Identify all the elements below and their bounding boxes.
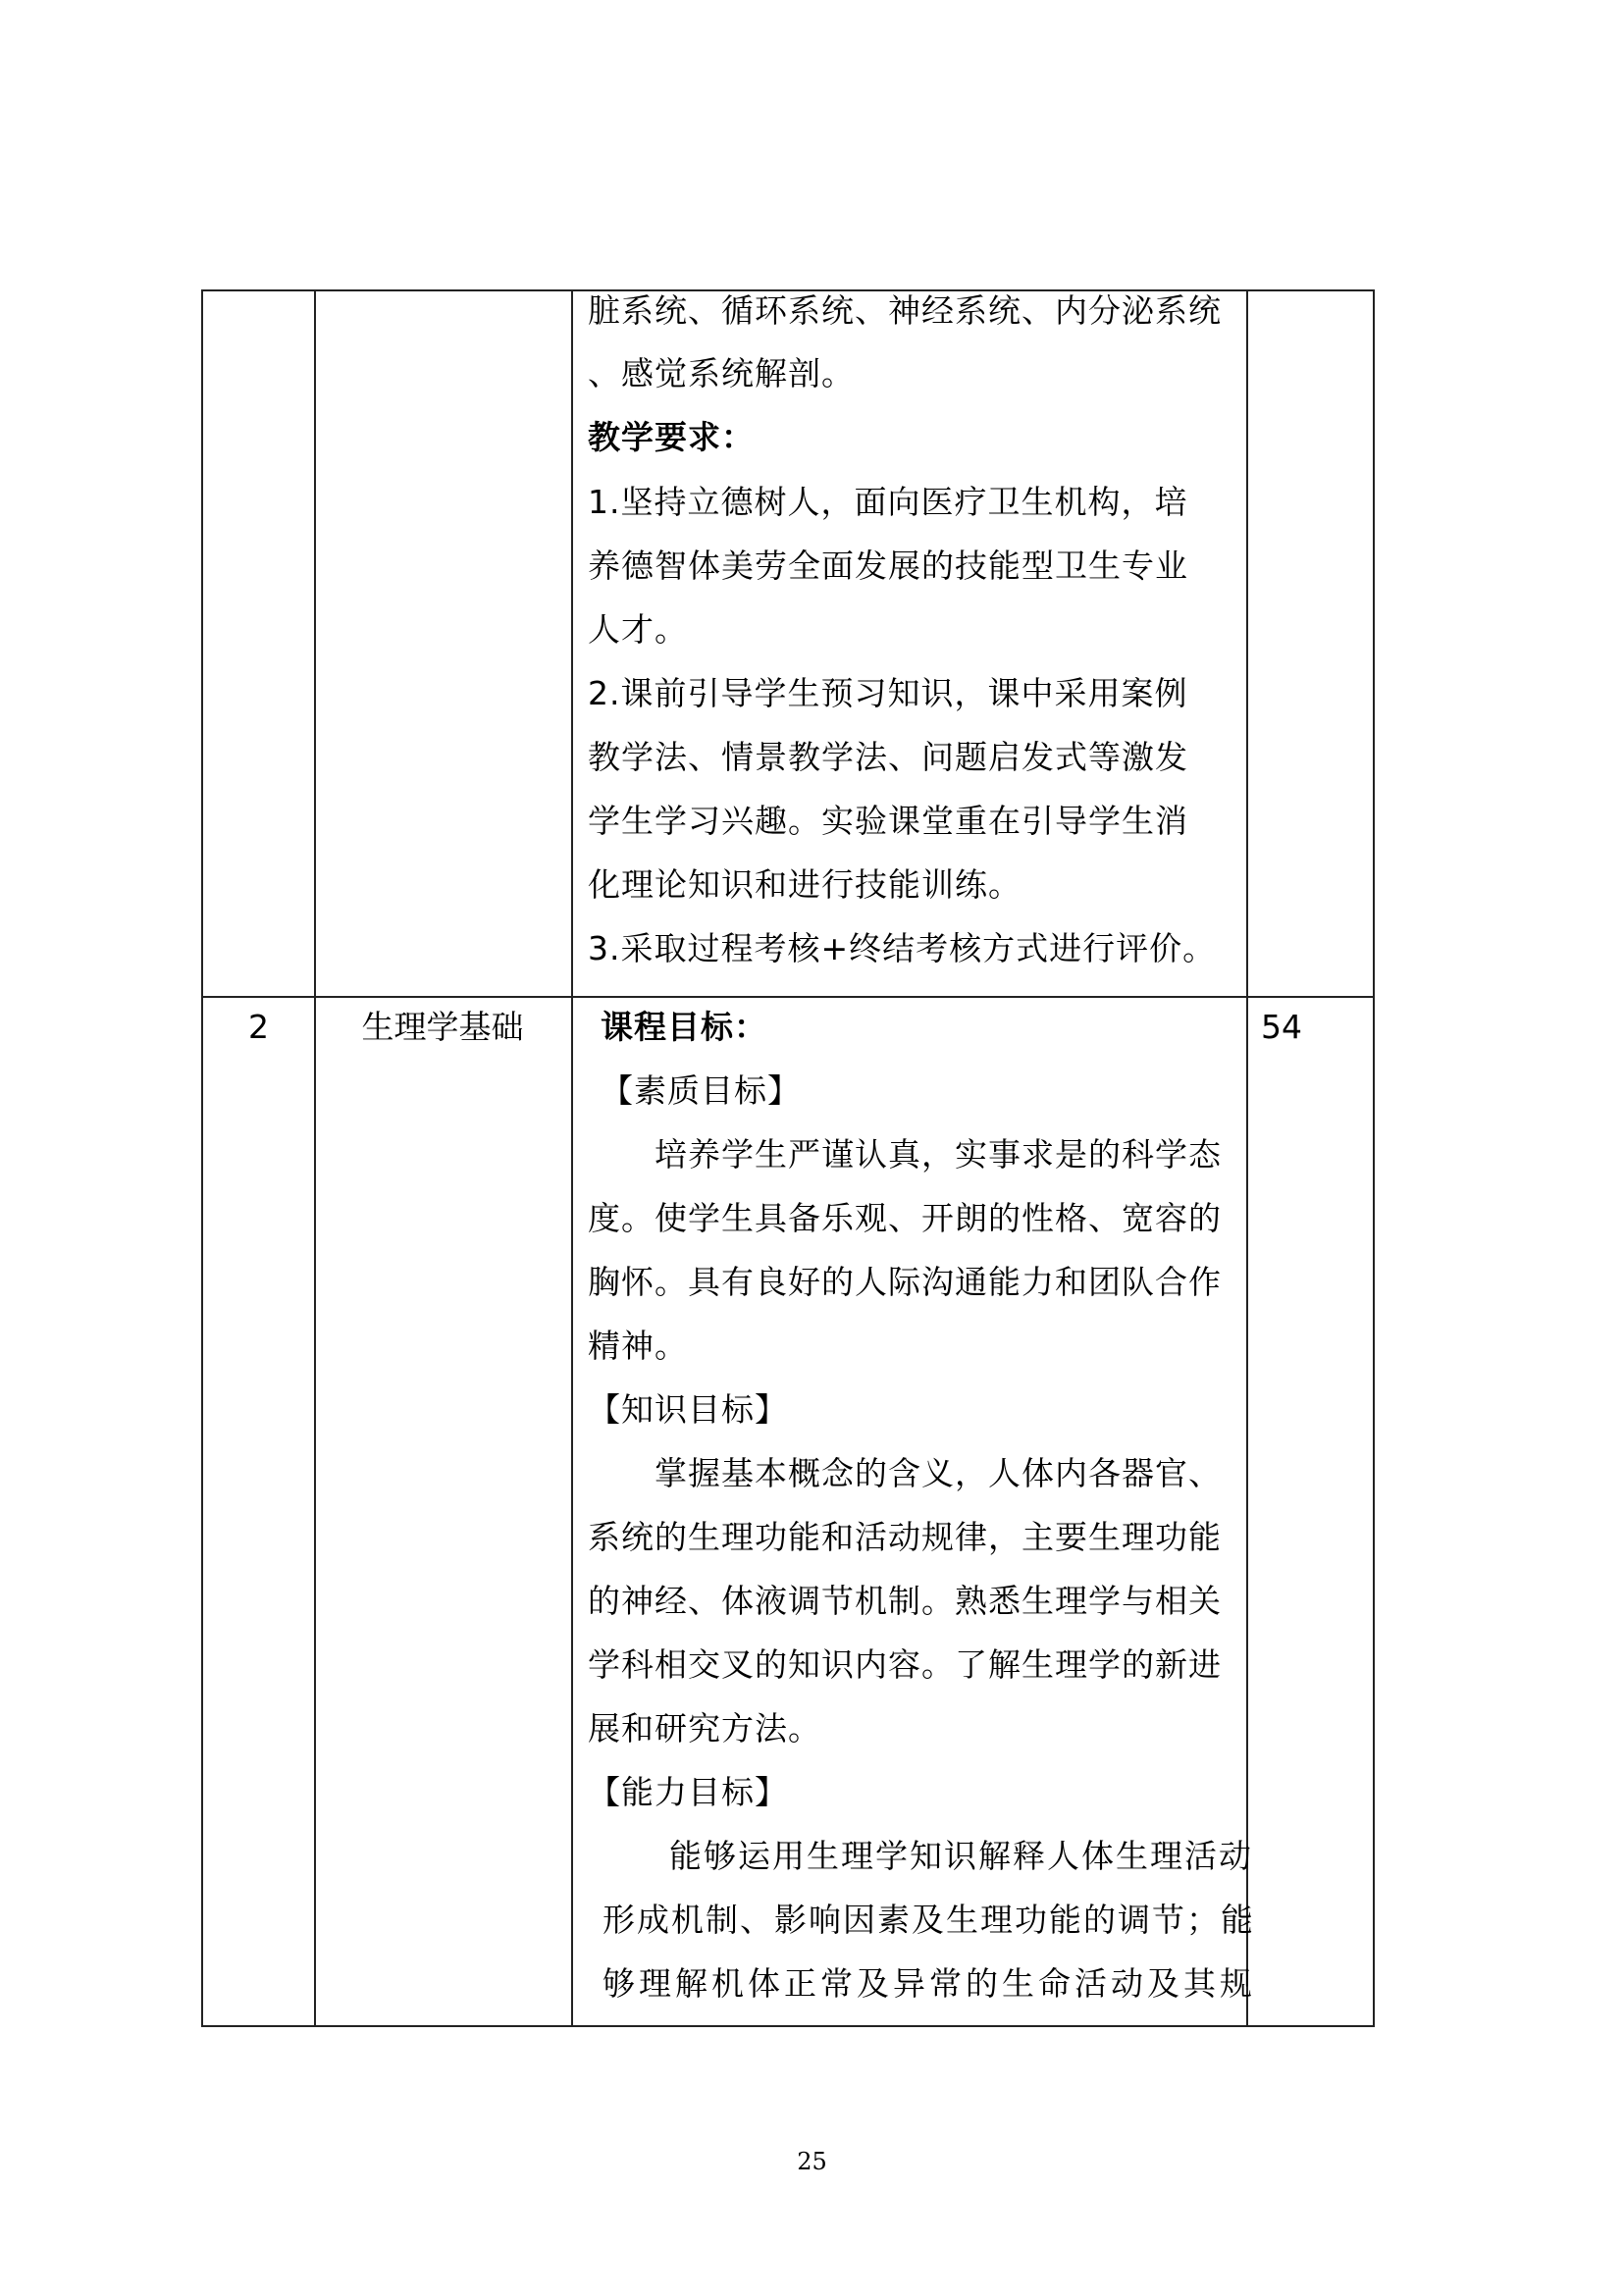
column-divider	[314, 291, 316, 2025]
column-divider	[1246, 291, 1248, 2025]
content-line: 、感觉系统解剖。	[588, 354, 855, 392]
content-line: 度。使学生具备乐观、开朗的性格、宽容的	[588, 1199, 1222, 1237]
content-line: 2.课前引导学生预习知识，课中采用案例	[588, 674, 1188, 712]
content-line: 胸怀。具有良好的人际沟通能力和团队合作	[588, 1263, 1222, 1301]
row-divider	[203, 996, 1373, 998]
content-line: 化理论知识和进行技能训练。	[588, 865, 1022, 904]
content-line: 系统的生理功能和活动规律，主要生理功能	[588, 1518, 1222, 1556]
content-line: 脏系统、循环系统、神经系统、内分泌系统	[588, 291, 1222, 330]
subsection-label: 【能力目标】	[588, 1773, 788, 1811]
content-line: 学生学习兴趣。实验课堂重在引导学生消	[588, 802, 1188, 840]
subsection-label: 【知识目标】	[588, 1390, 788, 1429]
content-line: 精神。	[588, 1327, 688, 1365]
content-line: 教学法、情景教学法、问题启发式等激发	[588, 738, 1188, 776]
course-name: 生理学基础	[361, 1008, 524, 1046]
page-number: 25	[797, 2148, 827, 2175]
column-divider	[571, 291, 573, 2025]
section-heading: 课程目标：	[601, 1008, 767, 1046]
section-heading: 教学要求：	[588, 418, 755, 456]
content-line: 能够运用生理学知识解释人体生理活动	[669, 1837, 1253, 1875]
content-line: 人才。	[588, 610, 688, 649]
content-line: 掌握基本概念的含义，人体内各器官、	[655, 1454, 1222, 1492]
content-line: 1.坚持立德树人，面向医疗卫生机构，培	[588, 483, 1188, 521]
row-number: 2	[248, 1008, 269, 1046]
content-line: 形成机制、影响因素及生理功能的调节；能	[602, 1901, 1255, 1939]
course-hours: 54	[1261, 1008, 1302, 1046]
content-line: 够理解机体正常及异常的生命活动及其规	[602, 1964, 1256, 2003]
content-line: 养德智体美劳全面发展的技能型卫生专业	[588, 547, 1188, 585]
content-line: 3.采取过程考核+终结考核方式进行评价。	[588, 929, 1217, 967]
content-line: 展和研究方法。	[588, 1709, 821, 1747]
content-line: 培养学生严谨认真，实事求是的科学态	[655, 1135, 1222, 1174]
subsection-label: 【素质目标】	[601, 1071, 801, 1110]
curriculum-table	[201, 289, 1375, 2027]
content-line: 学科相交叉的知识内容。了解生理学的新进	[588, 1645, 1222, 1684]
content-line: 的神经、体液调节机制。熟悉生理学与相关	[588, 1582, 1222, 1620]
